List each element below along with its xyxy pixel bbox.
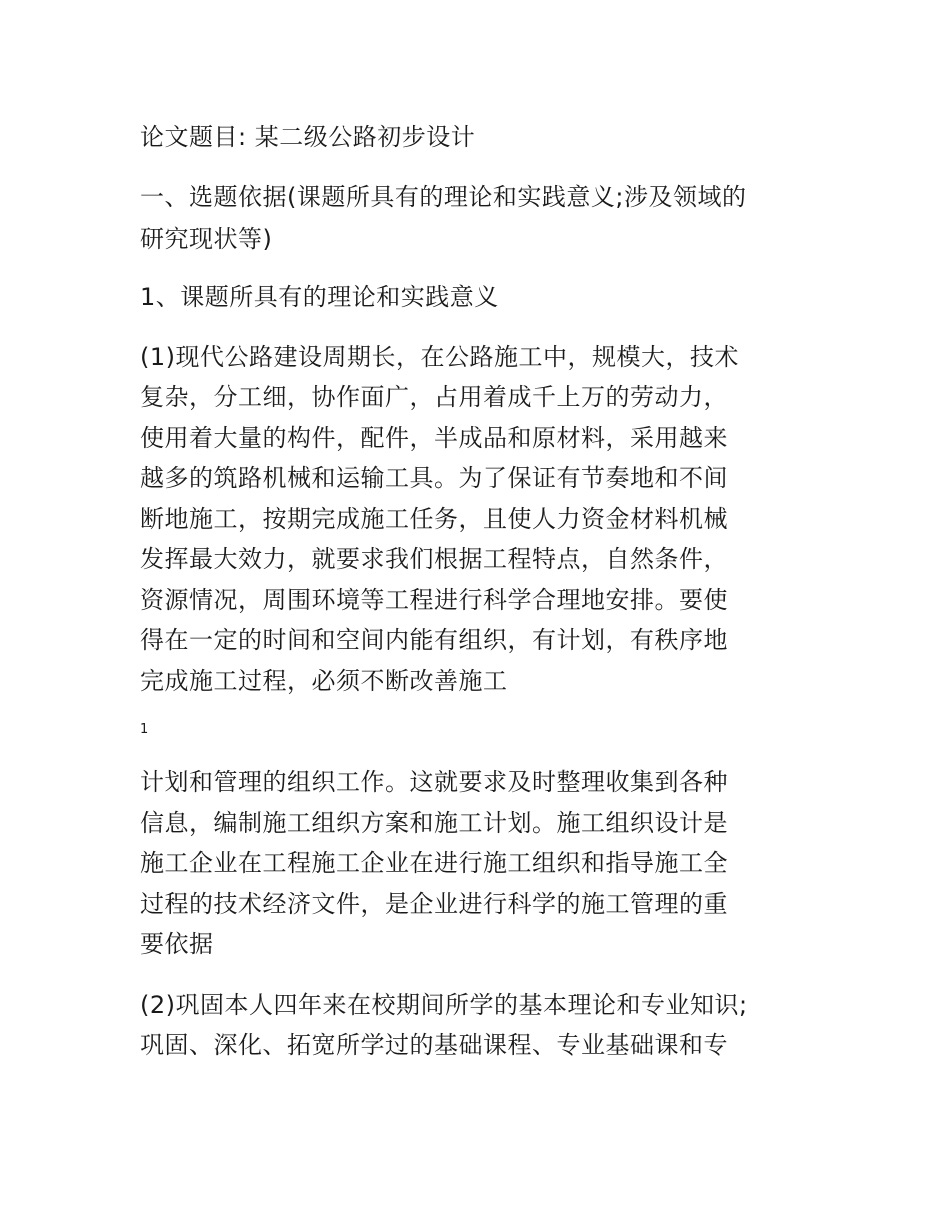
paragraph-1-line-9: 完成施工过程，必须不断改善施工 bbox=[140, 667, 508, 695]
paragraph-3-line-1: (2)巩固本人四年来在校期间所学的基本理论和专业知识; bbox=[140, 991, 748, 1019]
paragraph-2-line-4: 过程的技术经济文件，是企业进行科学的施工管理的重 bbox=[140, 890, 728, 918]
paragraph-1-line-7: 资源情况，周围环境等工程进行科学合理地安排。要使 bbox=[140, 586, 728, 614]
paper-title: 论文题目: 某二级公路初步设计 bbox=[140, 123, 476, 151]
paragraph-2-line-3: 施工企业在工程施工企业在进行施工组织和指导施工全 bbox=[140, 849, 728, 877]
paragraph-1-line-8: 得在一定的时间和空间内能有组织，有计划，有秩序地 bbox=[140, 626, 728, 654]
paragraph-1-line-4: 越多的筑路机械和运输工具。为了保证有节奏地和不间 bbox=[140, 464, 728, 492]
paragraph-1-line-3: 使用着大量的构件，配件，半成品和原材料，采用越来 bbox=[140, 424, 728, 452]
paragraph-2-line-2: 信息，编制施工组织方案和施工计划。施工组织设计是 bbox=[140, 809, 728, 837]
paragraph-1-line-6: 发挥最大效力，就要求我们根据工程特点，自然条件， bbox=[140, 545, 728, 573]
section-heading-line-1: 一、选题依据(课题所具有的理论和实践意义;涉及领域的 bbox=[140, 183, 747, 211]
paragraph-3-line-2: 巩固、深化、拓宽所学过的基础课程、专业基础课和专 bbox=[140, 1031, 728, 1059]
paragraph-2-line-1: 计划和管理的组织工作。这就要求及时整理收集到各种 bbox=[140, 768, 728, 796]
paragraph-2-line-5: 要依据 bbox=[140, 930, 214, 958]
subsection-heading: 1、课题所具有的理论和实践意义 bbox=[140, 283, 499, 311]
page-number: 1 bbox=[140, 722, 149, 737]
paragraph-1-line-2: 复杂，分工细，协作面广，占用着成千上万的劳动力， bbox=[140, 383, 728, 411]
paragraph-1-line-5: 断地施工，按期完成施工任务，且使人力资金材料机械 bbox=[140, 505, 728, 533]
paragraph-1-line-1: (1)现代公路建设周期长，在公路施工中，规模大，技术 bbox=[140, 343, 739, 371]
section-heading-line-2: 研究现状等) bbox=[140, 225, 273, 253]
